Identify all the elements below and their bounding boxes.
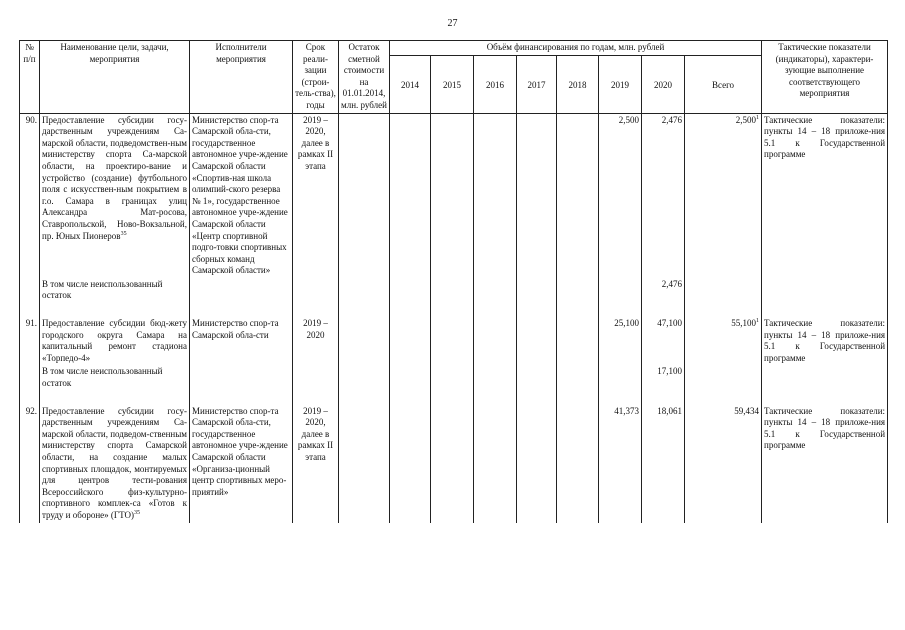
row-executors: Министерство спор-та Самарской обла-сти (190, 317, 293, 365)
row-name: Предоставление субсидии госу-дарственным учреждениям Са-марской области, подведом-ственным министерству спорта Самарской области, на создание малых спортивных площадок, монтируемых для центров тести-рования Всероссийского физ-культурно-спортивного комплек-са «Готов к труду и обороне» (ГТО)$^{35}$ (40, 405, 190, 523)
header-total: Всего (685, 56, 762, 114)
header-year-2020: 2020 (642, 56, 685, 114)
row-2018 (557, 113, 599, 278)
row-2014 (390, 405, 431, 523)
row-2016 (474, 405, 517, 523)
row-2020: 47,100 (642, 317, 685, 365)
row-indicators: Тактические показатели: пункты 14 – 18 приложе-ния 5.1 к Государственной программе (762, 405, 888, 523)
row-2014 (390, 317, 431, 365)
footnote-mark: 35 (120, 230, 127, 237)
header-year-2017: 2017 (517, 56, 557, 114)
row-executors: Министерство спор-та Самарской обла-сти, государственное автономное учре-ждение Самарской области «Спортив-ная школа олимпий-ского резерва № 1», государственное автономное учре-ждение Самарской области «Центр спортивной подго-товки спортивных сборных команд Самарской области» (190, 113, 293, 278)
row-2018 (557, 317, 599, 365)
row-2019: 25,100 (599, 317, 642, 365)
subrow-label: В том числе неиспользованный остаток (40, 365, 190, 390)
header-year-2016: 2016 (474, 56, 517, 114)
row-2017 (517, 113, 557, 278)
row-term: 2019 – 2020, далее в рамках II этапа (293, 113, 339, 278)
header-indicators: Тактические показатели (индикаторы), характери-зующие выполнение соответствующего мероприятия (762, 41, 888, 114)
row-name: Предоставление субсидии госу-дарственным учреждениям Са-марской области, подведомствен-ным министерству спорта Са-марской области, на проектиро-вание и устройство (создание) футбольного поля с искусствен-ным покрытием в г.о. Самара в границах улиц Александра Мат-росова, Ставропольской, Ново-Вокзальной, пр. Юных Пионеров$^{35}$ (40, 113, 190, 278)
row-num: 90. (20, 113, 40, 278)
header-year-2015: 2015 (431, 56, 474, 114)
row-2014 (390, 113, 431, 278)
header-year-2018: 2018 (557, 56, 599, 114)
table-subrow (20, 365, 888, 390)
row-2015 (431, 113, 474, 278)
row-2016 (474, 317, 517, 365)
header-num: № п/п (20, 41, 40, 114)
row-2015 (431, 317, 474, 365)
header-financing: Объём финансирования по годам, млн. рублей (390, 41, 762, 56)
footnote-mark: 1 (756, 318, 760, 325)
header-executors: Исполнители мероприятия (190, 41, 293, 114)
row-name: Предоставление субсидии бюд-жету городского округа Самара на капитальный ремонт стадиона «Торпедо-4» (40, 317, 190, 365)
row-2015 (431, 405, 474, 523)
row-2017 (517, 317, 557, 365)
row-2017 (517, 405, 557, 523)
subrow-2020: 17,100 (642, 365, 685, 390)
row-2016 (474, 113, 517, 278)
table-subrow (20, 278, 888, 303)
footnote-mark: 1 (756, 114, 760, 121)
row-total: 2,500$^1$ (685, 113, 762, 278)
table-row (20, 405, 888, 523)
row-executors: Министерство спор-та Самарской обла-сти, государственное автономное учре-ждение Самарской области «Организа-ционный центр спортивных меро-приятий» (190, 405, 293, 523)
row-num: 91. (20, 317, 40, 365)
row-term: 2019 – 2020, далее в рамках II этапа (293, 405, 339, 523)
footnote-mark: 35 (133, 509, 140, 516)
financing-table (19, 40, 888, 523)
table-row (20, 113, 888, 278)
row-2019: 2,500 (599, 113, 642, 278)
header-term: Срок реали-зации (строи-тель-ства), годы (293, 41, 339, 114)
subrow-2020: 2,476 (642, 278, 685, 303)
row-total: 59,434 (685, 405, 762, 523)
table-row (20, 317, 888, 365)
row-indicators: Тактические показатели: пункты 14 – 18 приложе-ния 5.1 к Государственной программе (762, 317, 888, 365)
row-2018 (557, 405, 599, 523)
row-balance (339, 405, 390, 523)
row-balance (339, 113, 390, 278)
page-number: 27 (447, 18, 458, 29)
row-total: 55,100$^1$ (685, 317, 762, 365)
header-balance: Остаток сметной стоимости на 01.01.2014, млн. рублей (339, 41, 390, 114)
row-term: 2019 – 2020 (293, 317, 339, 365)
header-name: Наименование цели, задачи, мероприятия (40, 41, 190, 114)
subrow-label: В том числе неиспользованный остаток (40, 278, 190, 303)
row-num: 92. (20, 405, 40, 523)
header-year-2019: 2019 (599, 56, 642, 114)
row-2019: 41,373 (599, 405, 642, 523)
header-year-2014: 2014 (390, 56, 431, 114)
row-2020: 2,476 (642, 113, 685, 278)
row-balance (339, 317, 390, 365)
row-indicators: Тактические показатели: пункты 14 – 18 приложе-ния 5.1 к Государственной программе (762, 113, 888, 278)
row-2020: 18,061 (642, 405, 685, 523)
